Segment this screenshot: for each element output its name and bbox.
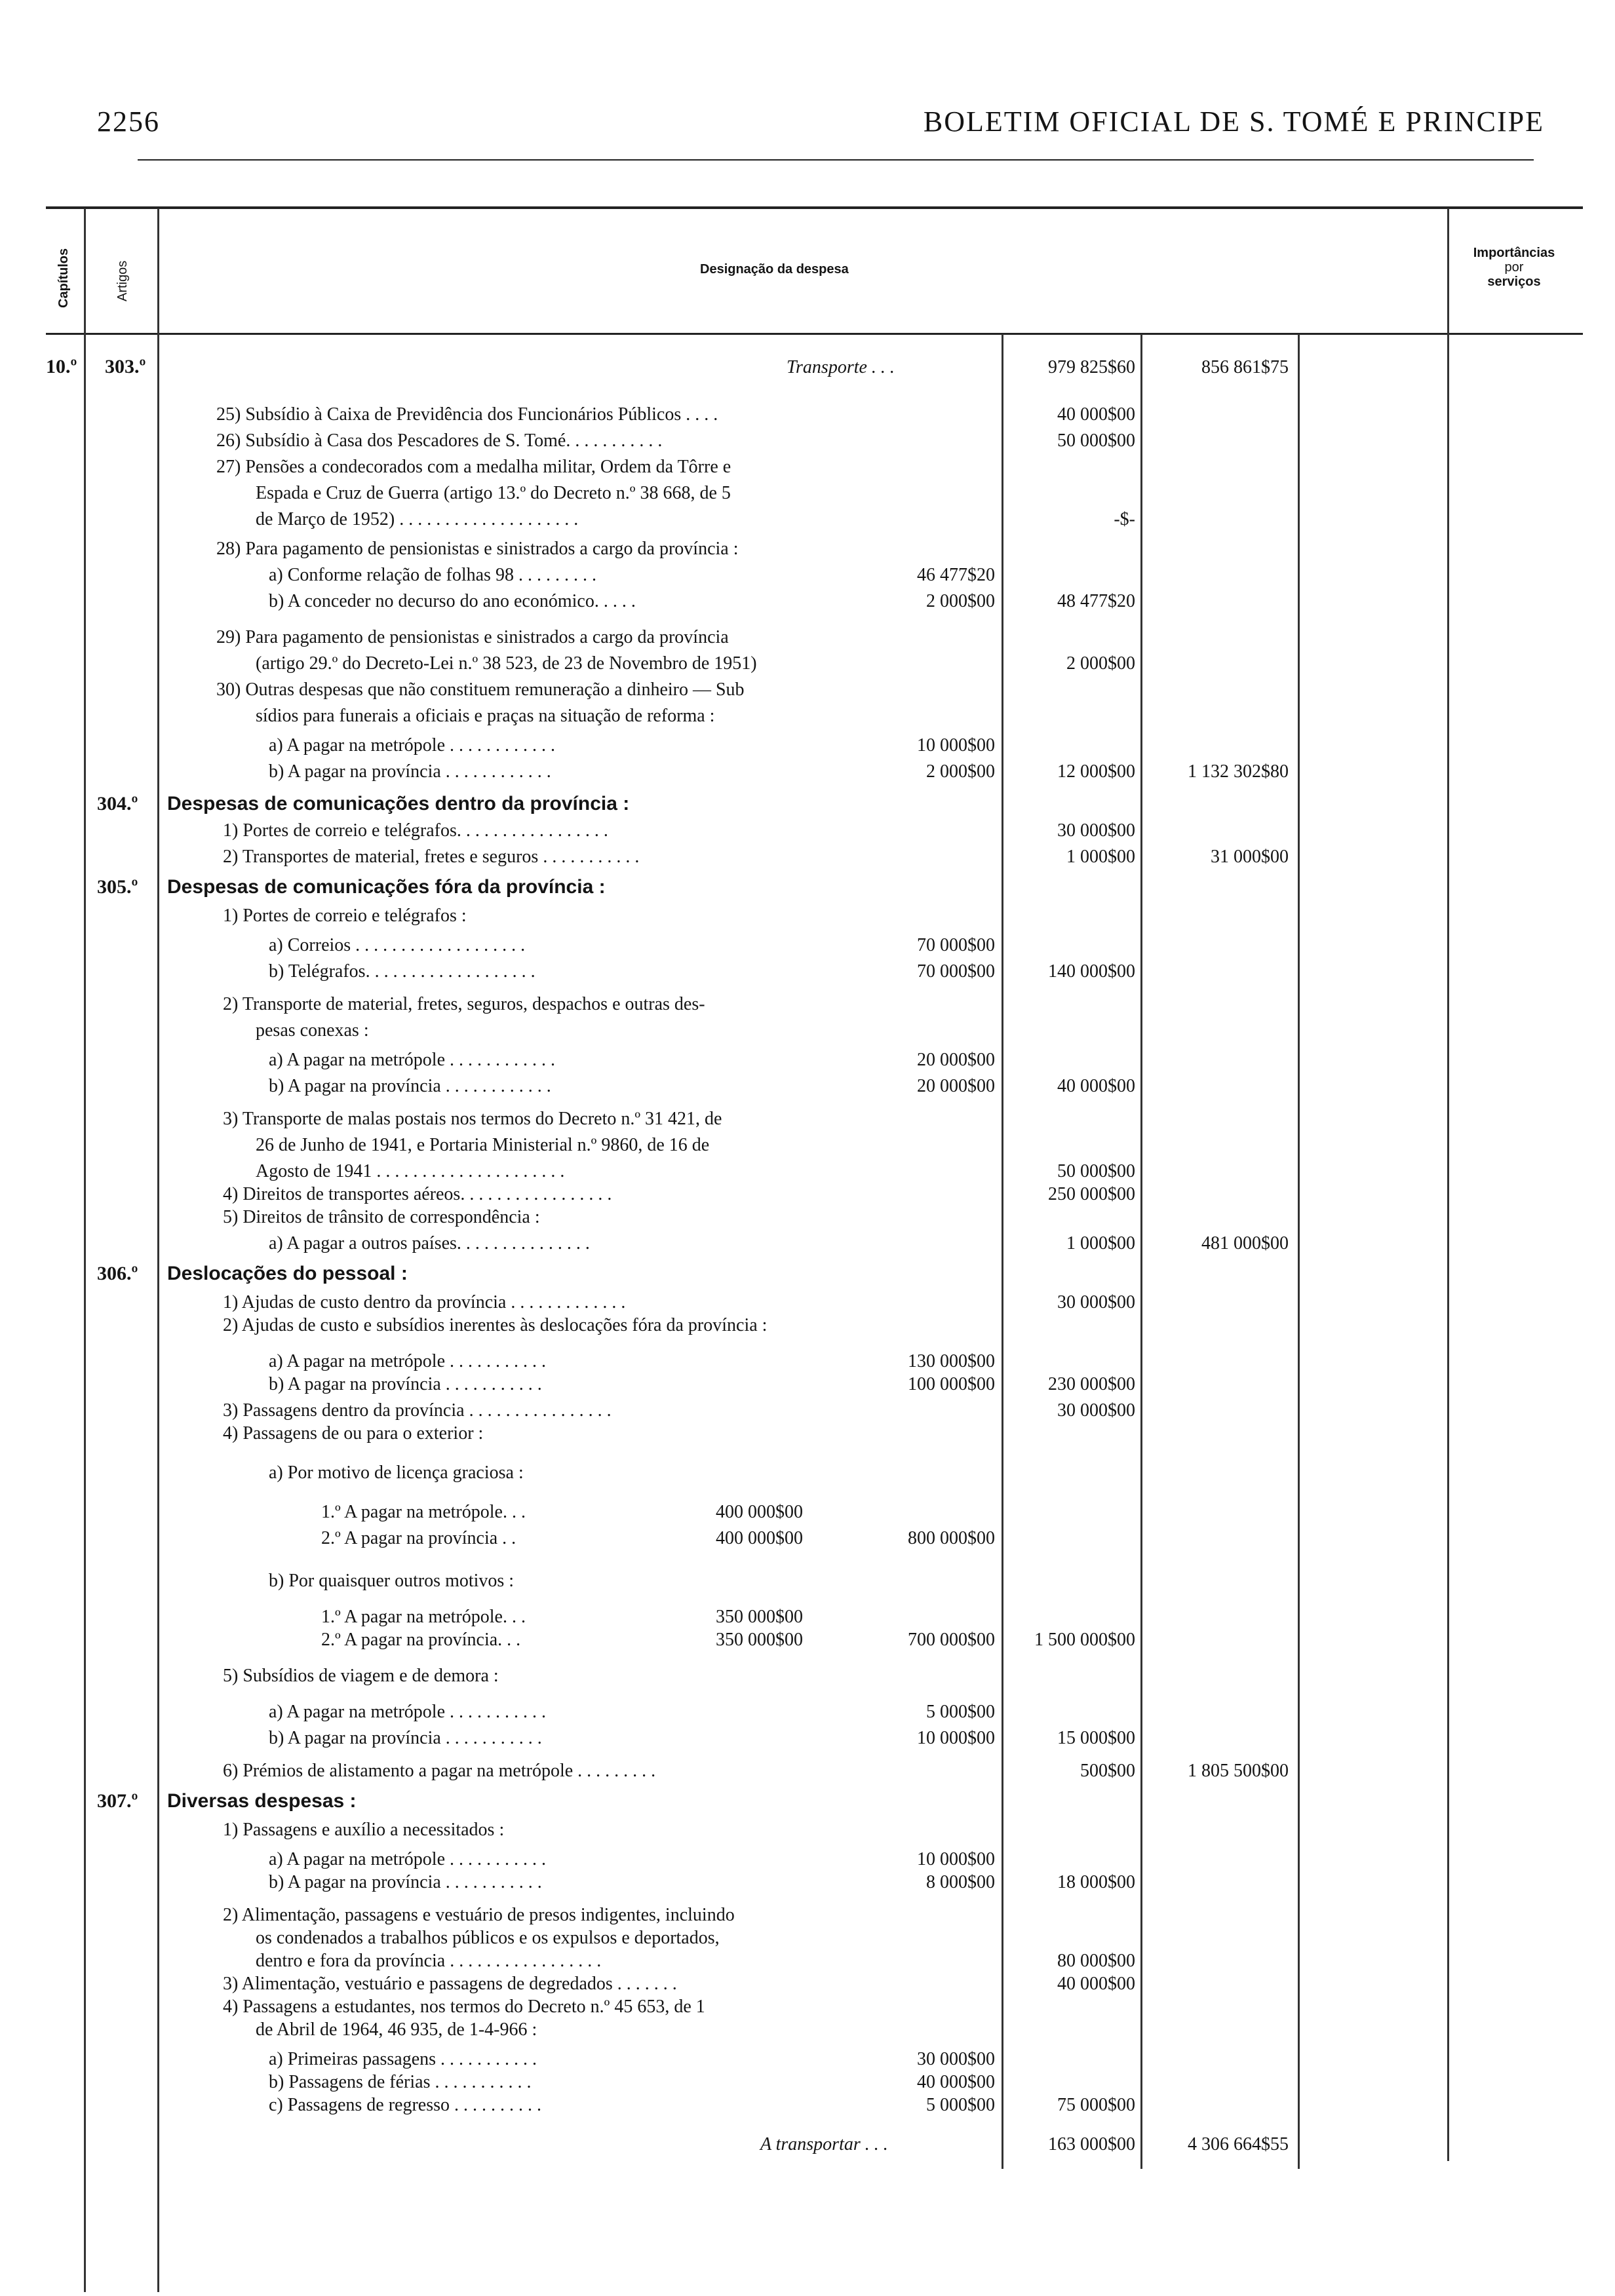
amount-a1: 40 000$00 [1057,1974,1135,1994]
expense-item-text: b) A pagar na província . . . . . . . . . . . . [269,1076,551,1096]
table-head-rule [46,333,1583,335]
amount-a0: 70 000$00 [917,935,995,955]
expense-item-text: 1) Passagens e auxílio a necessitados : [223,1820,505,1840]
amount-a1: -$- [1114,509,1135,529]
amount-a1: 1 000$00 [1066,847,1135,867]
expense-item-text: 2) Transporte de material, fretes, seguros, despachos e outras des- [223,994,705,1014]
expense-item-text: a) A pagar na metrópole . . . . . . . . . . . [269,1849,547,1869]
expense-item-text: b) A pagar na província . . . . . . . . . . . [269,1374,542,1394]
section-article-number: 306.º [97,1263,138,1284]
expense-item-text: 2) Transportes de material, fretes e seguros . . . . . . . . . . . [223,847,640,867]
expense-item-text: 3) Transporte de malas postais nos termos do Decreto n.º 31 421, de [223,1109,722,1129]
amount-a1: 230 000$00 [1048,1374,1135,1394]
section-article-number: 305.º [97,876,138,898]
header-capitulos: Capítulos [56,248,71,308]
amount-a0: 800 000$00 [908,1528,995,1548]
page-title: BOLETIM OFICIAL DE S. TOMÉ E PRINCIPE [923,105,1544,138]
amount-a1: 1 000$00 [1066,1233,1135,1253]
amount-a1: 2 000$00 [1066,653,1135,674]
expense-item-text: 4) Passagens a estudantes, nos termos do Decreto n.º 45 653, de 1 [223,1997,705,2017]
amount-a1: 48 477$20 [1057,591,1135,611]
expense-item-text: dentro e fora da província . . . . . . . . . . . . . . . . . [256,1951,602,1971]
col-divider-amt3 [1447,208,1449,2161]
expense-item-text: A transportar . . . [760,2134,888,2154]
expense-item-text: Agosto de 1941 . . . . . . . . . . . . . . . . . . . . . [256,1161,565,1181]
expense-item-text: a) Primeiras passagens . . . . . . . . . . . [269,2049,537,2069]
expense-item-text: a) A pagar a outros países. . . . . . . . . . . . . . . [269,1233,590,1253]
expense-item-text: a) Correios . . . . . . . . . . . . . . . . . . . [269,935,526,955]
expense-item-text: 1) Portes de correio e telégrafos : [223,906,467,926]
amount-a0: 40 000$00 [917,2072,995,2092]
amount-a1: 250 000$00 [1048,1184,1135,1204]
amount-a1: 163 000$00 [1048,2134,1135,2154]
expense-item-text: 3) Alimentação, vestuário e passagens de degredados . . . . . . . [223,1974,677,1994]
amount-a2: 4 306 664$55 [1188,2134,1289,2154]
section-article-number: 304.º [97,793,138,814]
expense-item-text: 2.º A pagar na província . . [321,1528,516,1548]
expense-item-text: 28) Para pagamento de pensionistas e sinistrados a cargo da província : [216,539,739,559]
amount-sub: 350 000$00 [716,1607,803,1627]
expense-item-text: 26 de Junho de 1941, e Portaria Ministerial n.º 9860, de 16 de [256,1135,710,1155]
amount-a1: 140 000$00 [1048,961,1135,982]
header-importancias-line1: Importâncias [1473,246,1555,260]
amount-a1: 40 000$00 [1057,404,1135,425]
amount-a0: 5 000$00 [926,1702,995,1722]
expense-item-text: a) Conforme relação de folhas 98 . . . . . . . . . [269,565,596,585]
expense-item-text: sídios para funerais a oficiais e praças na situação de reforma : [256,706,715,726]
amount-a0: 30 000$00 [917,2049,995,2069]
col-divider-sub [1002,334,1003,2169]
amount-a0: 100 000$00 [908,1374,995,1394]
expense-item-text: a) Por motivo de licença graciosa : [269,1463,524,1483]
table-top-rule [46,206,1583,209]
amount-a1: 30 000$00 [1057,820,1135,841]
amount-a1: 30 000$00 [1057,1400,1135,1421]
expense-item-text: pesas conexas : [256,1020,369,1041]
amount-a1: 979 825$60 [1048,357,1135,377]
header-artigos: Artigos [115,260,130,301]
amount-a0: 130 000$00 [908,1351,995,1371]
capitulo-label: 10.º [46,356,77,377]
expense-item-text: 1.º A pagar na metrópole. . . [321,1607,526,1627]
expense-item-text: a) A pagar na metrópole . . . . . . . . . . . [269,1351,547,1371]
amount-a1: 500$00 [1080,1761,1135,1781]
expense-item-text: 29) Para pagamento de pensionistas e sinistrados a cargo da província [216,627,729,647]
expense-item-text: 1) Ajudas de custo dentro da província . . . . . . . . . . . . . [223,1292,626,1312]
amount-a2: 1 132 302$80 [1188,761,1289,782]
expense-item-text: 4) Direitos de transportes aéreos. . . . . . . . . . . . . . . . . [223,1184,612,1204]
expense-item-text: 2) Ajudas de custo e subsídios inerentes às deslocações fóra da província : [223,1315,768,1335]
section-heading: Diversas despesas : [167,1790,357,1812]
expense-item-text: (artigo 29.º do Decreto-Lei n.º 38 523, de 23 de Novembro de 1951) [256,653,757,674]
expense-item-text: de Abril de 1964, 46 935, de 1-4-966 : [256,2019,537,2040]
expense-item-text: b) Por quaisquer outros motivos : [269,1571,515,1591]
amount-a2: 31 000$00 [1211,847,1289,867]
amount-a0: 700 000$00 [908,1630,995,1650]
col-divider-art [157,208,159,2292]
amount-a1: 1 500 000$00 [1034,1630,1135,1650]
amount-a0: 20 000$00 [917,1076,995,1096]
section-heading: Despesas de comunicações fóra da província : [167,876,606,898]
expense-item-text: a) A pagar na metrópole . . . . . . . . . . . . [269,735,556,756]
amount-a1: 50 000$00 [1057,430,1135,451]
expense-item-text: a) A pagar na metrópole . . . . . . . . . . . [269,1702,547,1722]
header-importancias-line3: serviços [1487,275,1541,289]
expense-item-text: b) A conceder no decurso do ano económico. . . . . [269,591,636,611]
expense-item-text: 5) Subsídios de viagem e de demora : [223,1666,499,1686]
amount-a0: 2 000$00 [926,761,995,782]
amount-a0: 5 000$00 [926,2095,995,2115]
section-heading: Deslocações do pessoal : [167,1263,408,1284]
amount-a0: 2 000$00 [926,591,995,611]
artigo-label: 303.º [105,356,146,377]
expense-item-text: b) A pagar na província . . . . . . . . . . . [269,1728,542,1748]
amount-sub: 350 000$00 [716,1630,803,1650]
col-divider-cap [84,208,86,2292]
col-divider-amt1 [1140,334,1142,2169]
amount-a1: 15 000$00 [1057,1728,1135,1748]
amount-sub: 400 000$00 [716,1502,803,1522]
expense-item-text: Transporte . . . [787,357,895,377]
expense-item-text: 27) Pensões a condecorados com a medalha militar, Ordem da Tôrre e [216,457,731,477]
col-divider-amt2 [1298,334,1300,2169]
amount-a2: 856 861$75 [1201,357,1289,377]
expense-item-text: 2.º A pagar na província. . . [321,1630,521,1650]
amount-a1: 80 000$00 [1057,1951,1135,1971]
header-importancias-line2: por [1504,260,1524,275]
amount-a0: 46 477$20 [917,565,995,585]
amount-a1: 75 000$00 [1057,2095,1135,2115]
amount-a0: 10 000$00 [917,1728,995,1748]
section-article-number: 307.º [97,1790,138,1812]
page-number: 2256 [97,105,160,138]
expense-item-text: c) Passagens de regresso . . . . . . . . . . [269,2095,542,2115]
expense-item-text: 2) Alimentação, passagens e vestuário de presos indigentes, incluindo [223,1905,735,1925]
expense-item-text: 30) Outras despesas que não constituem remuneração a dinheiro — Sub [216,679,745,700]
expense-item-text: a) A pagar na metrópole . . . . . . . . . . . . [269,1050,556,1070]
expense-item-text: de Março de 1952) . . . . . . . . . . . . . . . . . . . . [256,509,579,529]
expense-item-text: b) Passagens de férias . . . . . . . . . . . [269,2072,532,2092]
header-designacao: Designação da despesa [700,262,849,277]
amount-a0: 70 000$00 [917,961,995,982]
amount-a1: 12 000$00 [1057,761,1135,782]
amount-a1: 50 000$00 [1057,1161,1135,1181]
header-importancias [1452,246,1576,289]
header-rule [138,159,1534,161]
amount-a1: 40 000$00 [1057,1076,1135,1096]
amount-a1: 18 000$00 [1057,1872,1135,1892]
expense-item-text: 5) Direitos de trânsito de correspondência : [223,1207,540,1227]
expense-item-text: b) A pagar na província . . . . . . . . . . . . [269,761,551,782]
expense-item-text: b) A pagar na província . . . . . . . . . . . [269,1872,542,1892]
expense-item-text: 1) Portes de correio e telégrafos. . . . . . . . . . . . . . . . . [223,820,608,841]
section-heading: Despesas de comunicações dentro da província : [167,793,630,814]
amount-a0: 10 000$00 [917,735,995,756]
expense-item-text: 1.º A pagar na metrópole. . . [321,1502,526,1522]
amount-a1: 30 000$00 [1057,1292,1135,1312]
expense-item-text: 26) Subsídio à Casa dos Pescadores de S. Tomé. . . . . . . . . . . [216,430,663,451]
expense-item-text: b) Telégrafos. . . . . . . . . . . . . . . . . . . [269,961,535,982]
expense-item-text: 3) Passagens dentro da província . . . . . . . . . . . . . . . . [223,1400,612,1421]
amount-sub: 400 000$00 [716,1528,803,1548]
expense-item-text: 4) Passagens de ou para o exterior : [223,1423,484,1444]
expense-item-text: Espada e Cruz de Guerra (artigo 13.º do Decreto n.º 38 668, de 5 [256,483,731,503]
amount-a2: 1 805 500$00 [1188,1761,1289,1781]
expense-item-text: os condenados a trabalhos públicos e os expulsos e deportados, [256,1928,720,1948]
amount-a0: 10 000$00 [917,1849,995,1869]
amount-a0: 20 000$00 [917,1050,995,1070]
expense-item-text: 6) Prémios de alistamento a pagar na metrópole . . . . . . . . . [223,1761,656,1781]
amount-a2: 481 000$00 [1201,1233,1289,1253]
amount-a0: 8 000$00 [926,1872,995,1892]
expense-item-text: 25) Subsídio à Caixa de Previdência dos Funcionários Públicos . . . . [216,404,718,425]
